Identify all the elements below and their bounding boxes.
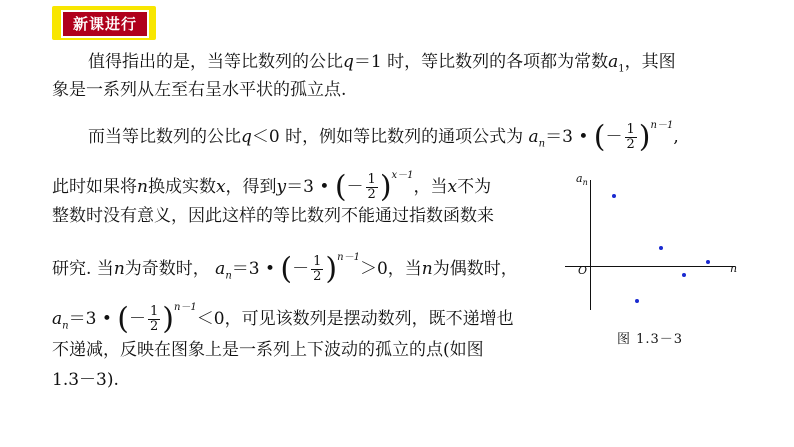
exponent: n－1	[650, 120, 674, 131]
section-badge	[52, 6, 156, 40]
comma: ,	[673, 127, 679, 147]
text: 为奇数时，	[124, 259, 210, 279]
paragraph-2-line-4	[52, 246, 518, 288]
text: ＝3 •	[231, 259, 276, 279]
fraction-num: 1	[149, 304, 159, 319]
text: 1.3－3).	[52, 370, 119, 390]
data-point	[635, 299, 639, 303]
paragraph-2-line-7	[52, 368, 119, 392]
x-axis-label: n	[730, 262, 738, 275]
y-axis	[590, 180, 591, 310]
text: 此时如果将	[52, 177, 137, 197]
paren-right: )	[162, 301, 174, 337]
text: 值得指出的是，当等比数列的公比	[88, 52, 343, 72]
text: 不为	[457, 177, 492, 197]
paragraph-1-line-1	[88, 50, 676, 81]
text: ＝3 •	[545, 127, 589, 147]
text: ＝3 •	[68, 309, 112, 329]
fraction-num: 1	[626, 122, 635, 137]
var-a: a	[215, 259, 226, 279]
y-axis-label	[576, 172, 588, 187]
data-point	[659, 246, 663, 250]
paragraph-1-line-2	[52, 78, 346, 102]
paren-right: )	[638, 119, 651, 155]
minus: －	[605, 127, 623, 147]
paren-right: )	[325, 251, 338, 287]
paragraph-2-line-2	[52, 164, 492, 205]
text: 象是一系列从左至右呈水平状的孤立点.	[52, 80, 347, 100]
text: 研究. 当	[52, 259, 114, 279]
paren-left: (	[280, 251, 293, 287]
minus: －	[292, 259, 310, 279]
paragraph-2-line-5	[52, 296, 514, 338]
fraction	[625, 123, 637, 152]
var-n: n	[421, 259, 433, 279]
fraction-num: 1	[313, 254, 322, 269]
minus: －	[128, 309, 146, 329]
text: 不递减，反映在图象上是一系列上下波动的孤立的点(如图	[52, 340, 484, 360]
text: ，其图	[624, 52, 676, 72]
paragraph-2-line-6	[52, 338, 484, 362]
subscript: 1	[618, 63, 625, 75]
var-n: n	[113, 259, 125, 279]
fraction-den: 2	[367, 187, 376, 202]
paren-left: (	[334, 169, 347, 205]
fraction-den: 2	[626, 137, 635, 152]
var-n: n	[137, 177, 148, 197]
x-axis	[565, 266, 735, 267]
paragraph-2-line-3	[52, 204, 494, 228]
exponent: n－1	[173, 302, 197, 313]
fraction-den: 2	[149, 319, 159, 334]
text: 为偶数时，	[432, 259, 518, 279]
fraction-den: 2	[313, 269, 322, 284]
subscript: n	[62, 320, 69, 332]
text: ，当	[413, 177, 448, 197]
data-point	[682, 273, 686, 277]
subscript: n	[538, 138, 546, 150]
fraction	[311, 255, 323, 284]
fraction-num: 1	[367, 172, 376, 187]
subscript: n	[225, 270, 232, 282]
origin-label: O	[578, 264, 588, 277]
var-x: x	[447, 177, 458, 197]
var-q: q	[241, 127, 252, 147]
var-q: q	[343, 52, 354, 72]
var-y: y	[276, 177, 287, 197]
var-a: a	[52, 309, 63, 329]
fraction	[148, 305, 160, 334]
minus: －	[346, 177, 364, 197]
text: ＝1 时，等比数列的各项都为常数	[353, 52, 609, 72]
text: ＜0，可见该数列是摆动数列，既不递增也	[196, 309, 514, 329]
text: 整数时没有意义，因此这样的等比数列不能通过指数函数来	[52, 206, 494, 226]
text: ，得到	[225, 177, 277, 197]
paren-left: (	[117, 301, 129, 337]
paren-left: (	[593, 119, 606, 155]
text: ＜0 时，例如等比数列的通项公式为	[251, 127, 524, 147]
var-a: a	[608, 52, 619, 72]
text: ＞0，当	[359, 259, 422, 279]
paragraph-2-line-1	[88, 114, 679, 156]
fraction	[366, 173, 378, 202]
data-point	[612, 194, 616, 198]
scatter-graph	[560, 170, 750, 320]
y-axis-label-text: a	[576, 172, 583, 185]
paren-right: )	[379, 169, 392, 205]
exponent: n－1	[337, 252, 360, 263]
text: 而当等比数列的公比	[88, 127, 241, 147]
var-a: a	[528, 127, 539, 147]
y-axis-label-sub: n	[582, 178, 588, 188]
text: ＝3 •	[286, 177, 330, 197]
text: 换成实数	[147, 177, 216, 197]
exponent: x－1	[391, 170, 414, 181]
section-badge-label: 新课进行	[61, 10, 149, 38]
figure-caption: 图 1.3－3	[617, 332, 684, 347]
var-x: x	[215, 177, 226, 197]
data-point	[706, 260, 710, 264]
